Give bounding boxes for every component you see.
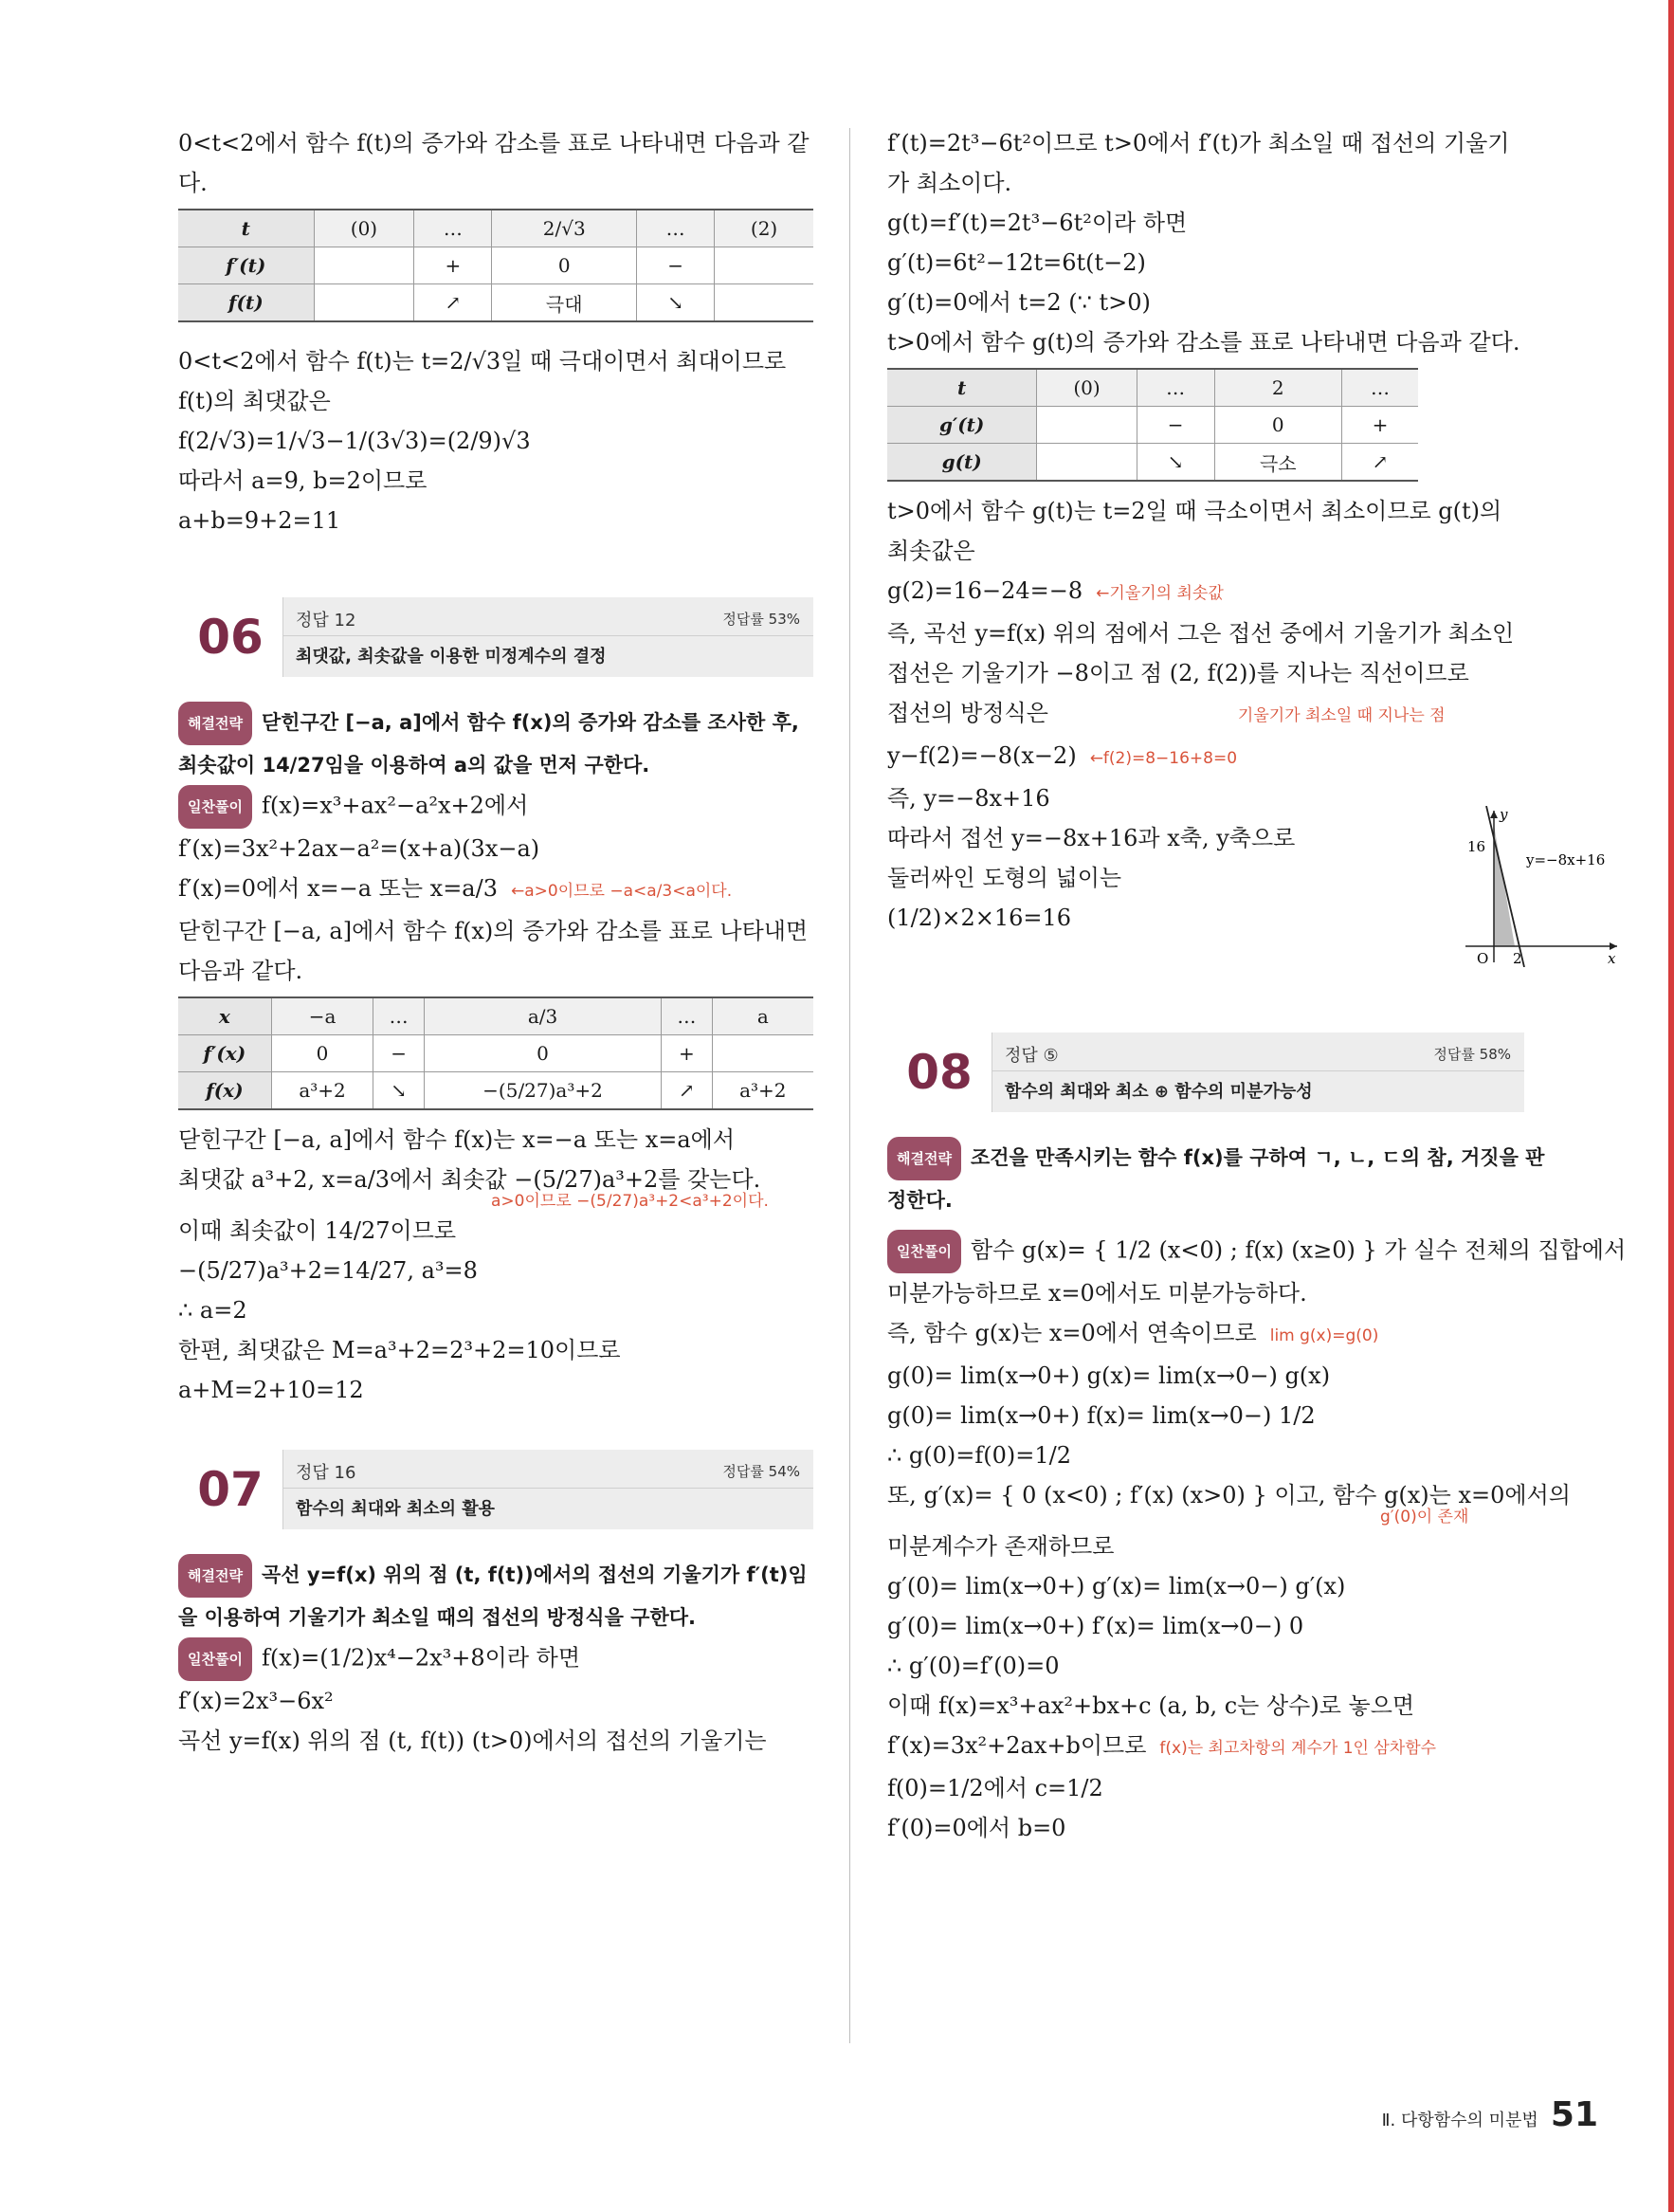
tangent-line-graph bbox=[1456, 806, 1627, 967]
solution-line: 미분가능하므로 x=0에서도 미분가능하다. bbox=[887, 1280, 1307, 1307]
side-note: g′(0)이 존재 bbox=[1380, 1508, 1469, 1526]
text-line: 둘러싸인 도형의 넓이는 bbox=[887, 865, 1122, 891]
text-line: 즉, y=−8x+16 bbox=[887, 785, 1050, 812]
right-column bbox=[887, 123, 1627, 1848]
strategy-tag: 해결전략 bbox=[178, 1554, 252, 1598]
solution-line: ∴ a=2 bbox=[178, 1297, 247, 1324]
variation-table-f-t bbox=[178, 209, 813, 322]
intro-line-2: 다. bbox=[178, 170, 208, 196]
solution-line: g′(0)= lim(x→0+) g′(x)= lim(x→0−) g′(x) bbox=[887, 1573, 1346, 1600]
side-note: ←f(2)=8−16+8=0 bbox=[1089, 749, 1238, 768]
intro-line-1: 0<t<2에서 함수 f(t)의 증가와 감소를 표로 나타내면 다음과 같 bbox=[178, 130, 810, 156]
side-note: 기울기가 최소일 때 지나는 점 bbox=[1237, 706, 1446, 725]
side-note: a>0이므로 −(5/27)a³+2<a³+2이다. bbox=[491, 1192, 769, 1211]
question-number: 08 bbox=[887, 1033, 992, 1112]
y-axis-label: y bbox=[1500, 806, 1508, 823]
solution-line: 이때 f(x)=x³+ax²+bx+c (a, b, c는 상수)로 놓으면 bbox=[887, 1692, 1415, 1719]
solution-tag: 일찬풀이 bbox=[178, 1637, 252, 1681]
text-line: 접선의 방정식은 기울기가 최소일 때 지나는 점 bbox=[887, 700, 1446, 726]
strategy-line-1: 해결전략 곡선 y=f(x) 위의 점 (t, f(t))에서의 접선의 기울기가 f′(t)임 bbox=[178, 1554, 813, 1598]
text-line: t>0에서 함수 g(t)의 증가와 감소를 표로 나타내면 다음과 같다. bbox=[887, 329, 1520, 356]
table-row: g′(t) − 0 + bbox=[887, 407, 1418, 444]
text-line: g′(t)=0에서 t=2 (∵ t>0) bbox=[887, 289, 1151, 316]
text-line: g′(t)=6t²−12t=6t(t−2) bbox=[887, 249, 1146, 276]
text-line: 가 최소이다. bbox=[887, 170, 1012, 196]
solution-line: g(0)= lim(x→0+) f(x)= lim(x→0−) 1/2 bbox=[887, 1402, 1316, 1429]
solution-line: f′(x)=0에서 x=−a 또는 x=a/3 ←a>0이므로 −a<a/3<a이다. bbox=[178, 875, 733, 902]
correct-rate: 정답률 53% bbox=[722, 611, 800, 628]
solution-line: 곡선 y=f(x) 위의 점 (t, f(t)) (t>0)에서의 접선의 기울기는 bbox=[178, 1728, 767, 1754]
question-topic: 함수의 최대와 최소 ⊕ 함수의 미분가능성 bbox=[1005, 1082, 1313, 1102]
left-column bbox=[178, 123, 813, 1761]
solution-tag: 일찬풀이 bbox=[178, 785, 252, 829]
table-row: f(t) ↗ 극대 ↘ bbox=[178, 284, 813, 322]
text-line: y−f(2)=−8(x−2) ←f(2)=8−16+8=0 bbox=[887, 742, 1238, 769]
answer-label: 정답 ⑤ bbox=[1005, 1046, 1059, 1066]
strategy-line-2: 을 이용하여 기울기가 최소일 때의 접선의 방정식을 구한다. bbox=[178, 1606, 697, 1629]
text-line: g(t)=f′(t)=2t³−6t²이라 하면 bbox=[887, 210, 1188, 236]
strategy-tag: 해결전략 bbox=[178, 702, 252, 745]
text-line: 접선은 기울기가 −8이고 점 (2, f(2))를 지나는 직선이므로 bbox=[887, 660, 1469, 686]
strategy-line-1: 해결전략 닫힌구간 [−a, a]에서 함수 f(x)의 증가와 감소를 조사한 후, bbox=[178, 702, 813, 745]
text-line: f(t)의 최댓값은 bbox=[178, 388, 331, 414]
side-note: ←기울기의 최솟값 bbox=[1096, 584, 1224, 603]
solution-line: ∴ g(0)=f(0)=1/2 bbox=[887, 1442, 1071, 1469]
solution-line: ∴ g′(0)=f′(0)=0 bbox=[887, 1653, 1060, 1679]
table-row: t (0) … 2 … bbox=[887, 369, 1418, 407]
question-topic: 최댓값, 최솟값을 이용한 미정계수의 결정 bbox=[296, 647, 607, 667]
text-line: 즉, 곡선 y=f(x) 위의 점에서 그은 접선 중에서 기울기가 최소인 bbox=[887, 620, 1515, 647]
solution-line: a+M=2+10=12 bbox=[178, 1377, 364, 1403]
side-note: f(x)는 최고차항의 계수가 1인 삼차함수 bbox=[1159, 1739, 1437, 1758]
solution-line: g(0)= lim(x→0+) g(x)= lim(x→0−) g(x) bbox=[887, 1362, 1331, 1389]
answer-label: 정답 12 bbox=[296, 611, 356, 631]
solution-line: 미분계수가 존재하므로 bbox=[887, 1533, 1115, 1560]
solution-line: 다음과 같다. bbox=[178, 958, 303, 984]
correct-rate: 정답률 58% bbox=[1433, 1046, 1511, 1063]
table-row: f′(t) + 0 − bbox=[178, 247, 813, 284]
strategy-line-1: 해결전략 조건을 만족시키는 함수 f(x)를 구하여 ㄱ, ㄴ, ㄷ의 참, 거짓을 판 bbox=[887, 1137, 1524, 1180]
solution-line: f′(x)=2x³−6x² bbox=[178, 1688, 334, 1714]
solution-line: f(0)=1/2에서 c=1/2 bbox=[887, 1775, 1103, 1801]
variation-table-g-t bbox=[887, 368, 1418, 482]
question-number: 06 bbox=[178, 597, 283, 677]
solution-line: f′(x)=3x²+2ax+b이므로 f(x)는 최고차항의 계수가 1인 삼차함수 bbox=[887, 1732, 1437, 1759]
table-row: x −a … a/3 … a bbox=[178, 997, 813, 1035]
question-08-banner bbox=[887, 1033, 1524, 1112]
origin-label: O bbox=[1477, 950, 1489, 967]
side-note: lim g(x)=g(0) bbox=[1269, 1326, 1379, 1345]
solution-line: 일찬풀이 f(x)=x³+ax²−a²x+2에서 bbox=[178, 785, 813, 829]
strategy-line-2: 최솟값이 14/27임을 이용하여 a의 값을 먼저 구한다. bbox=[178, 754, 650, 777]
solution-tag: 일찬풀이 bbox=[887, 1230, 961, 1273]
page-footer bbox=[1382, 2095, 1598, 2134]
table-row: t (0) … 2/√3 … (2) bbox=[178, 210, 813, 247]
text-line: a+b=9+2=11 bbox=[178, 507, 341, 534]
x-intercept-label: 2 bbox=[1513, 950, 1522, 967]
text-line: 따라서 a=9, b=2이므로 bbox=[178, 467, 428, 494]
solution-line: 닫힌구간 [−a, a]에서 함수 f(x)는 x=−a 또는 x=a에서 bbox=[178, 1126, 736, 1153]
solution-line: f′(x)=3x²+2ax−a²=(x+a)(3x−a) bbox=[178, 835, 540, 862]
text-line: t>0에서 함수 g(t)는 t=2일 때 극소이면서 최소이므로 g(t)의 bbox=[887, 498, 1502, 524]
text-line: f(2/√3)=1/√3−1/(3√3)=(2/9)√3 bbox=[178, 428, 531, 454]
page-edge-stripe bbox=[1668, 0, 1674, 2212]
question-topic: 함수의 최대와 최소의 활용 bbox=[296, 1499, 496, 1519]
solution-line: 최댓값 a³+2, x=a/3에서 최솟값 −(5/27)a³+2를 갖는다. bbox=[178, 1166, 761, 1193]
table-row: g(t) ↘ 극소 ↗ bbox=[887, 444, 1418, 482]
text-line: 0<t<2에서 함수 f(t)는 t=2/√3일 때 극대이면서 최대이므로 bbox=[178, 348, 787, 375]
solution-line: 이때 최솟값이 14/27이므로 bbox=[178, 1217, 457, 1244]
table-row: f(x) a³+2 ↘ −(5/27)a³+2 ↗ a³+2 bbox=[178, 1072, 813, 1110]
y-intercept-label: 16 bbox=[1467, 838, 1486, 855]
solution-line: 또, g′(x)= { 0 (x<0) ; f′(x) (x>0) } 이고, 함수 g(x)는 x=0에서의 bbox=[887, 1482, 1571, 1508]
question-number: 07 bbox=[178, 1450, 283, 1529]
page-number: 51 bbox=[1550, 2095, 1598, 2134]
text-line: (1/2)×2×16=16 bbox=[887, 905, 1072, 931]
table-row: f′(x) 0 − 0 + bbox=[178, 1035, 813, 1072]
strategy-line-2: 정한다. bbox=[887, 1189, 953, 1212]
solution-line: 일찬풀이 f(x)=(1/2)x⁴−2x³+8이라 하면 bbox=[178, 1637, 813, 1681]
strategy-tag: 해결전략 bbox=[887, 1137, 961, 1180]
text-line: 따라서 접선 y=−8x+16과 x축, y축으로 bbox=[887, 825, 1296, 851]
text-line: f′(t)=2t³−6t²이므로 t>0에서 f′(t)가 최소일 때 접선의 기울기 bbox=[887, 130, 1510, 156]
solution-line: −(5/27)a³+2=14/27, a³=8 bbox=[178, 1257, 478, 1284]
question-07-banner bbox=[178, 1450, 813, 1529]
line-equation-label: y=−8x+16 bbox=[1526, 851, 1606, 868]
side-note: ←a>0이므로 −a<a/3<a이다. bbox=[510, 882, 733, 901]
column-divider bbox=[849, 128, 850, 2043]
solution-line: 일찬풀이 함수 g(x)= { 1/2 (x<0) ; f(x) (x≥0) } 가 실수 전체의 집합에서 bbox=[887, 1230, 1524, 1273]
x-axis-label: x bbox=[1608, 950, 1616, 967]
solution-line: g′(0)= lim(x→0+) f′(x)= lim(x→0−) 0 bbox=[887, 1613, 1304, 1639]
section-title: Ⅱ. 다항함수의 미분법 bbox=[1381, 2111, 1538, 2130]
solution-line: f′(0)=0에서 b=0 bbox=[887, 1815, 1066, 1841]
variation-table-f-x bbox=[178, 996, 813, 1110]
answer-label: 정답 16 bbox=[296, 1463, 356, 1483]
question-06-banner bbox=[178, 597, 813, 677]
solution-line: 즉, 함수 g(x)는 x=0에서 연속이므로 lim g(x)=g(0) bbox=[887, 1320, 1379, 1346]
solution-line: 한편, 최댓값은 M=a³+2=2³+2=10이므로 bbox=[178, 1337, 621, 1363]
correct-rate: 정답률 54% bbox=[722, 1463, 800, 1480]
text-line: g(2)=16−24=−8 ←기울기의 최솟값 bbox=[887, 577, 1224, 604]
text-line: 최솟값은 bbox=[887, 538, 975, 564]
solution-line: 닫힌구간 [−a, a]에서 함수 f(x)의 증가와 감소를 표로 나타내면 bbox=[178, 918, 809, 944]
